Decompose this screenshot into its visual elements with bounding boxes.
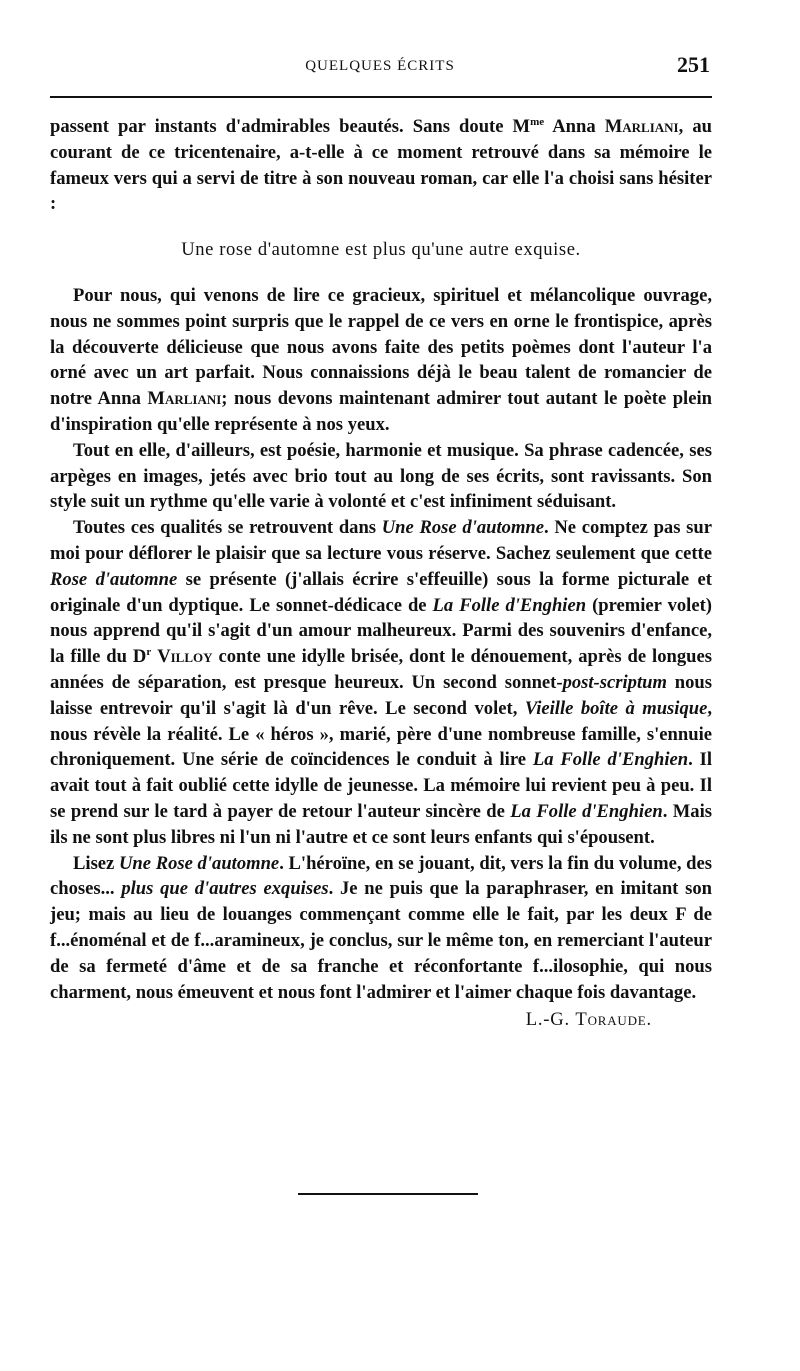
superscript: r (146, 645, 152, 658)
text-run: . (646, 1009, 652, 1031)
italic-term: post-scriptum (562, 671, 667, 693)
author-name: Marliani (147, 388, 222, 410)
book-title: Rose d'automne (50, 568, 178, 590)
text-run: Lisez (73, 852, 119, 874)
footer-rule (298, 1193, 478, 1195)
header-rule (50, 96, 712, 98)
body-text (50, 114, 712, 1033)
paragraph-5 (50, 851, 712, 1006)
book-title: Une Rose d'automne (381, 517, 545, 539)
text-run: Toutes ces qualités se retrouvent dans (73, 517, 382, 539)
running-title: QUELQUES ÉCRITS (305, 58, 455, 74)
text-run: , nous révèle la réalité. Le « héros », marié, père d'une nombreuse famille, s'ennuie chroniquement. Une série de coïncidences le conduit à lire (50, 697, 712, 771)
text-run: Pour nous, qui venons de lire ce gracieux, spirituel et mélancolique ouvrage, nous ne sommes point surpris que le rappel de ce vers en orne le frontispice, après la découverte délicieuse que nous avons faite des petits poèmes dont l'auteur l'a orné avec un art parfait. Nous connaissions déjà le beau talent de romancier de notre Anna (50, 284, 712, 410)
paragraph-3: Tout en elle, d'ailleurs, est poésie, harmonie et musique. Sa phrase cadencée, ses arpèges en images, jetés avec brio tout au long de ses écrits, sont ravissants. Son style suit un rythme qu'elle varie à volonté et c'est infiniment séduisant. (50, 439, 712, 513)
text-run: Anna (544, 116, 605, 137)
paragraph-2 (50, 283, 712, 438)
character-name: Villoy (157, 646, 213, 668)
text-run: . Ne comptez pas sur moi pour déflorer le plaisir que sa lecture vous réserve. Sachez seulement que cette (50, 517, 712, 564)
book-title: La Folle d'Enghien (432, 594, 587, 616)
italic-quote: plus que d'autres exquises (121, 878, 329, 900)
text-run: . Mais ils ne sont plus libres ni l'un ni l'autre et ce sont leurs enfants qui s'épousent. (50, 800, 713, 848)
book-title: Vieille boîte à musique (524, 697, 708, 719)
book-title: La Folle d'Enghien (510, 800, 663, 822)
text-run: se présente (j'allais écrire s'effeuille) sous la forme picturale et originale d'un dyptique. Le sonnet-dédicace de (50, 568, 712, 616)
author-name: Marliani (604, 116, 679, 137)
text-run: . Je ne puis que la paraphraser, en imitant son jeu; mais au lieu de louanges commençant comme elle le fait, par les deux F de f...énoménal et de f...aramineux, je conclus, sur le même ton, en remerciant l'auteur de sa fermeté d'âme et de sa franche et réconfortante f...ilosophie, qui nous charment, nous émeuvent et nous font l'admirer et l'aimer chaque fois davantage. (50, 878, 712, 1003)
text-run: conte une idylle brisée, dont le dénouement, après de longues années de séparation, est presque heureux. Un second sonnet- (50, 646, 712, 693)
page-number: 251 (677, 52, 710, 77)
book-title: La Folle d'Enghien (532, 749, 689, 771)
text-run: nous laisse entrevoir qu'il s'agit là d'un rêve. Le second volet, (50, 671, 712, 719)
text-run: . Il avait tout à fait oublié cette idylle de jeunesse. La mémoire lui revient peu à peu. Il se prend sur le tard à payer de retour l'auteur sincère de (50, 749, 712, 822)
paragraph-4 (50, 515, 712, 850)
text-run: passent par instants d'admirables beautés. Sans doute M (50, 116, 531, 137)
text-run: , au courant de ce tricentenaire, a-t-elle à ce moment retrouvé dans sa mémoire le fameux vers qui a servi de titre à son nouveau roman, car elle l'a choisi sans hésiter : (50, 116, 712, 215)
text-run: ; nous devons maintenant admirer tout autant le poète plein d'inspiration qu'elle représente à nos yeux. (50, 388, 712, 435)
text-run: . L'héroïne, en se jouant, dit, vers la fin du volume, des choses... (50, 852, 712, 900)
book-title: Une Rose d'automne (119, 852, 280, 874)
superscript: me (530, 115, 545, 128)
signature (50, 1007, 712, 1033)
paragraph-1 (50, 114, 712, 217)
text-run: (premier volet) nous apprend qu'il s'agit d'un amour malheureux. Parmi des souvenirs d'enfance, la fille du D (50, 594, 712, 668)
signature-surname: Toraude (575, 1009, 647, 1031)
signature-initials: L.-G. (525, 1009, 576, 1031)
epigraph: Une rose d'automne est plus qu'une autre exquise. (181, 239, 581, 261)
